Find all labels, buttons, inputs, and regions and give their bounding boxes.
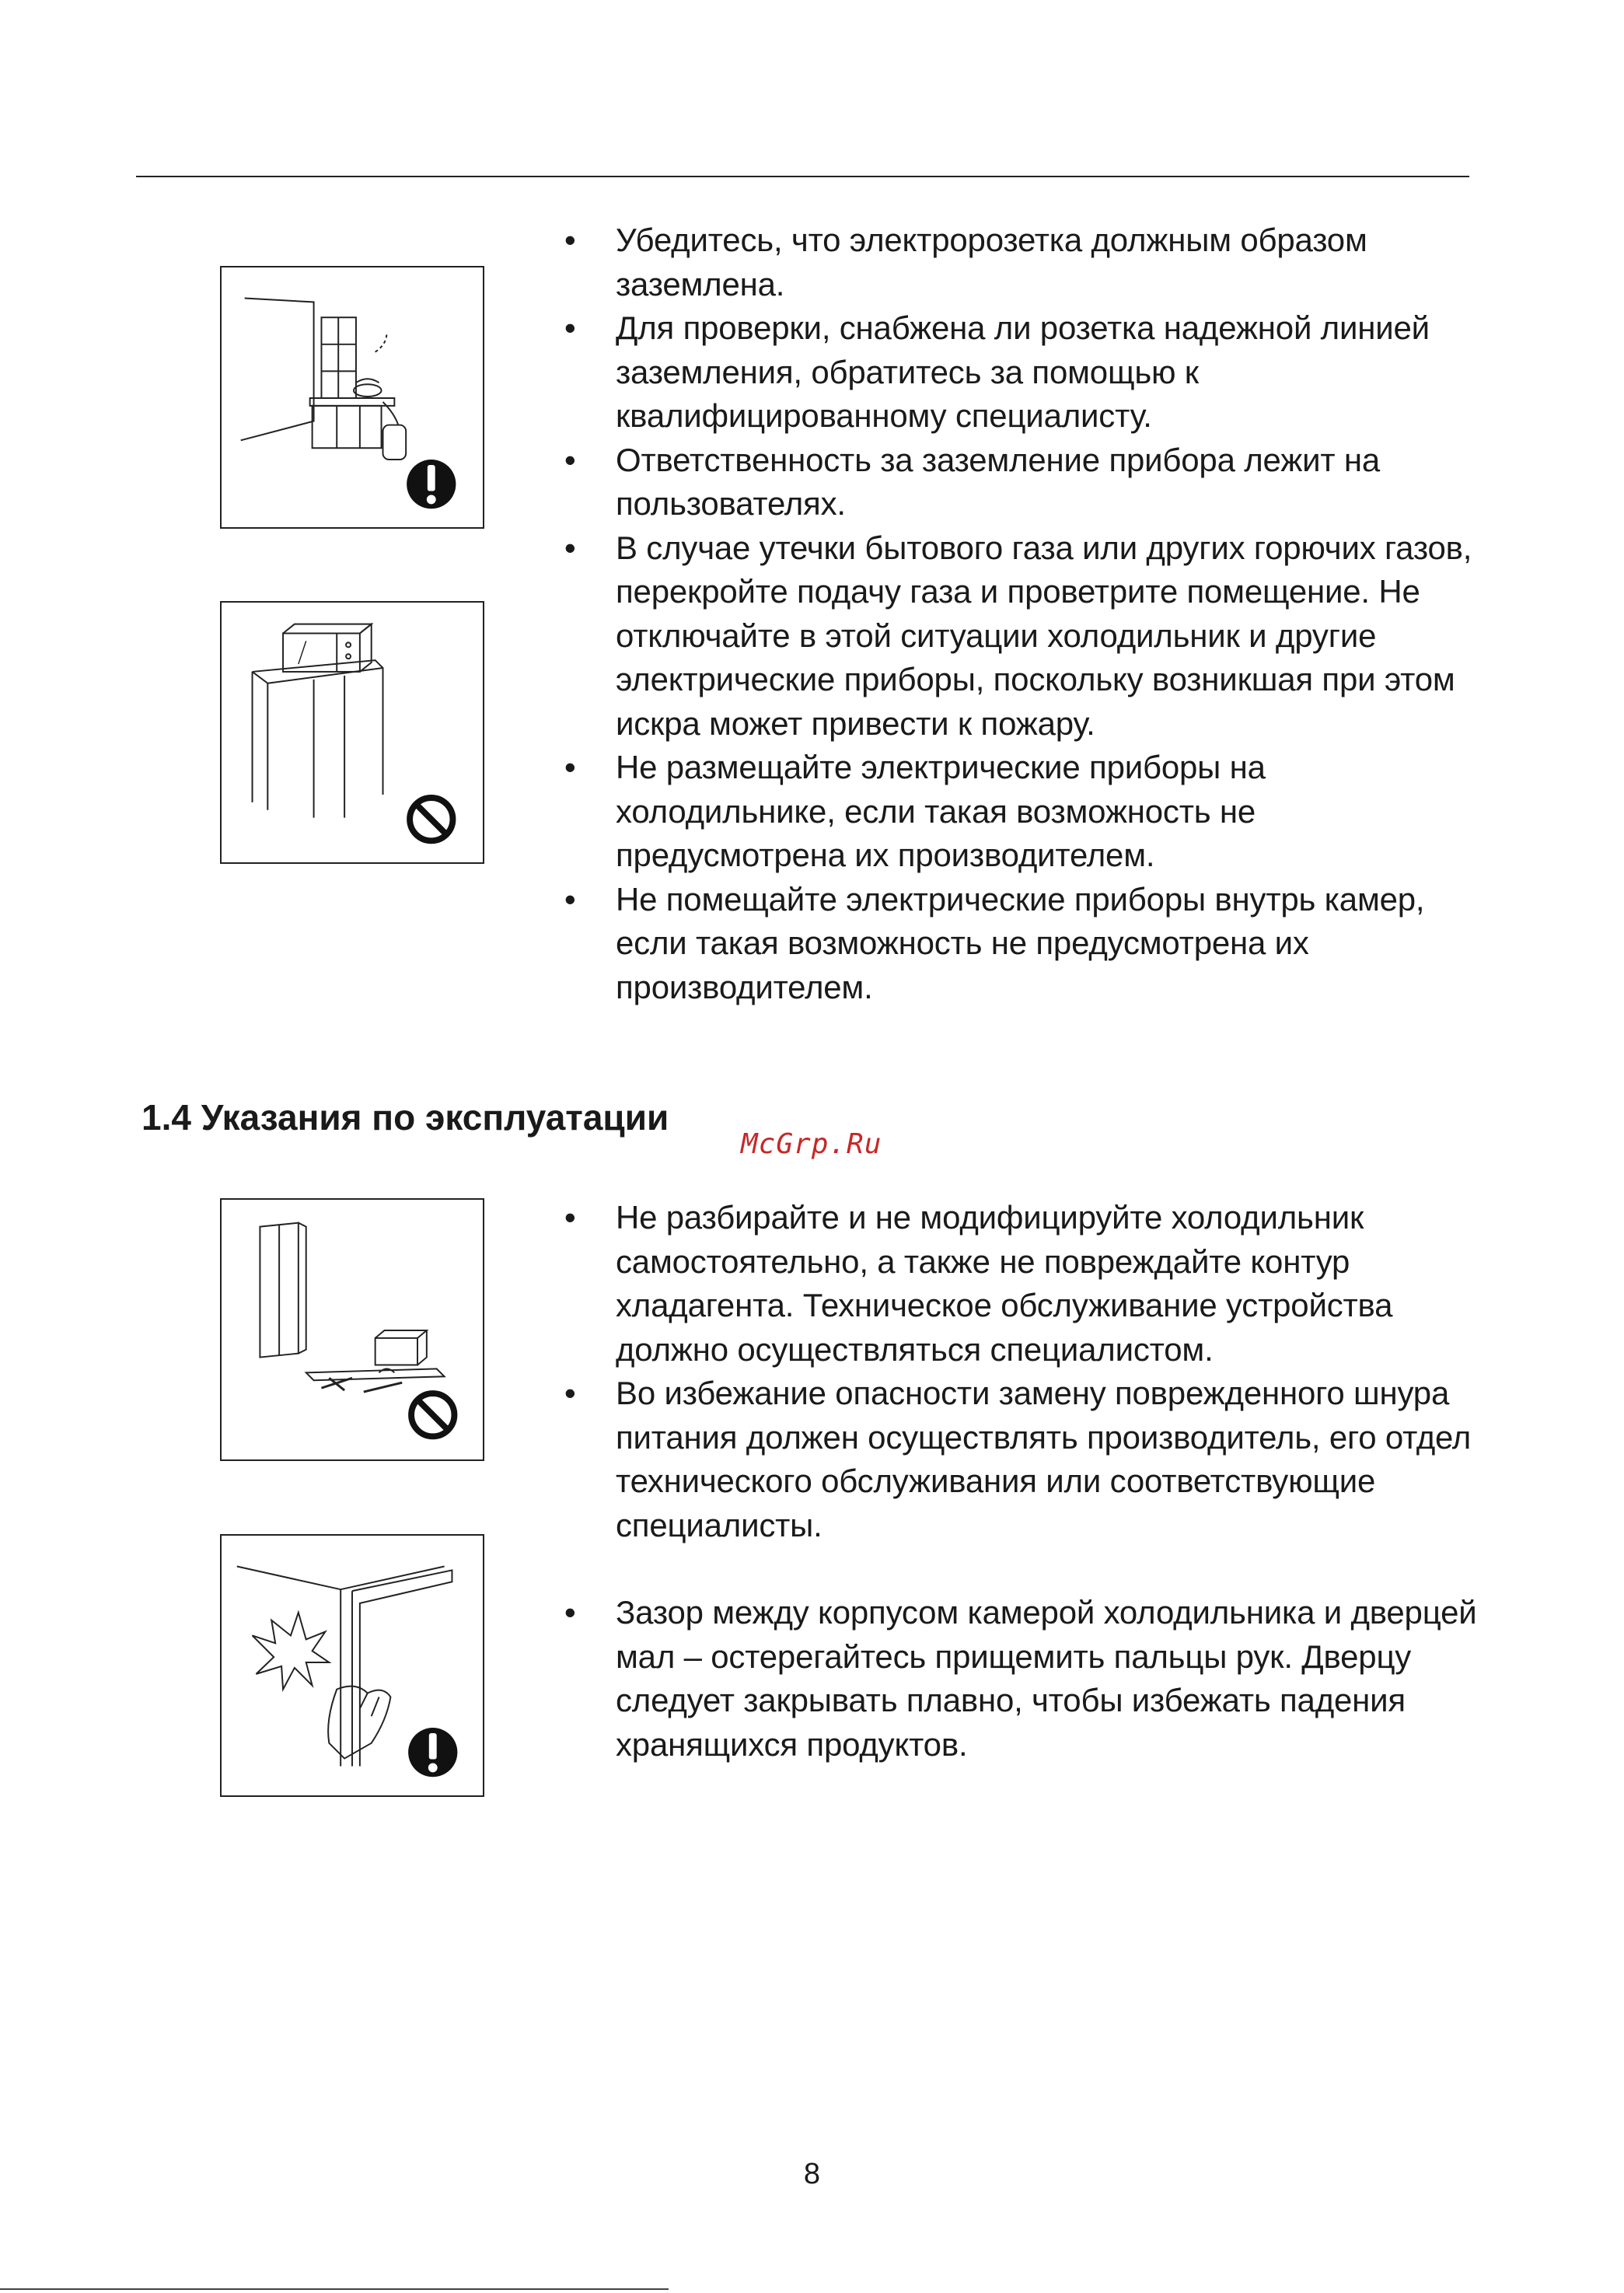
- bottom-divider: [0, 2288, 669, 2290]
- prohibited-icon: [222, 603, 483, 862]
- list-item: • Не разбирайте и не модифицируйте холодильник самостоятельно, а также не повреждайте контур хладагента. Техническое обслуживание устройства должно осуществляться специалистом.: [563, 1196, 1480, 1372]
- list-item: • Не помещайте электрические приборы внутрь камер, если такая возможность не предусмотрена их производителем.: [563, 878, 1480, 1010]
- operation-bullet-list: [563, 1196, 1480, 1767]
- page-number: 8: [803, 2158, 821, 2190]
- gas-leak-illustration: [220, 266, 484, 529]
- safety-bullet-list: [563, 218, 1480, 1009]
- list-item: • Убедитесь, что электророзетка должным образом заземлена.: [563, 218, 1480, 306]
- list-item: • Ответственность за заземление прибора лежит на пользователях.: [563, 439, 1480, 526]
- list-item: • Во избежание опасности замену поврежденного шнура питания должен осуществлять производитель, его отдел технического обслуживания или соответствующие специалисты.: [563, 1372, 1480, 1547]
- list-item: • Не размещайте электрические приборы на холодильнике, если такая возможность не предусмотрена их производителем.: [563, 746, 1480, 878]
- top-divider: [136, 176, 1469, 177]
- list-item: • Для проверки, снабжена ли розетка надежной линией заземления, обратитесь за помощью к квалифицированному специалисту.: [563, 306, 1480, 439]
- list-item: • Зазор между корпусом камерой холодильника и дверцей мал – остерегайтесь прищемить пальцы рук. Дверцу следует закрывать плавно, чтобы избежать падения хранящихся продуктов.: [563, 1591, 1480, 1767]
- section-title: 1.4 Указания по эксплуатации: [141, 1097, 669, 1138]
- disassembly-illustration: [220, 1198, 484, 1461]
- watermark: McGrp.Ru: [741, 1128, 882, 1160]
- warning-icon: [222, 267, 483, 527]
- list-item: • В случае утечки бытового газа или других горючих газов, перекройте подачу газа и проветрите помещение. Не отключайте в этой ситуации холодильник и другие электрические приборы, поскольку возникшая при этом искра может привести к пожару.: [563, 526, 1480, 746]
- door-pinch-illustration: [220, 1534, 484, 1797]
- warning-icon: [222, 1536, 483, 1795]
- appliance-on-fridge-illustration: [220, 601, 484, 864]
- prohibited-icon: [222, 1200, 483, 1459]
